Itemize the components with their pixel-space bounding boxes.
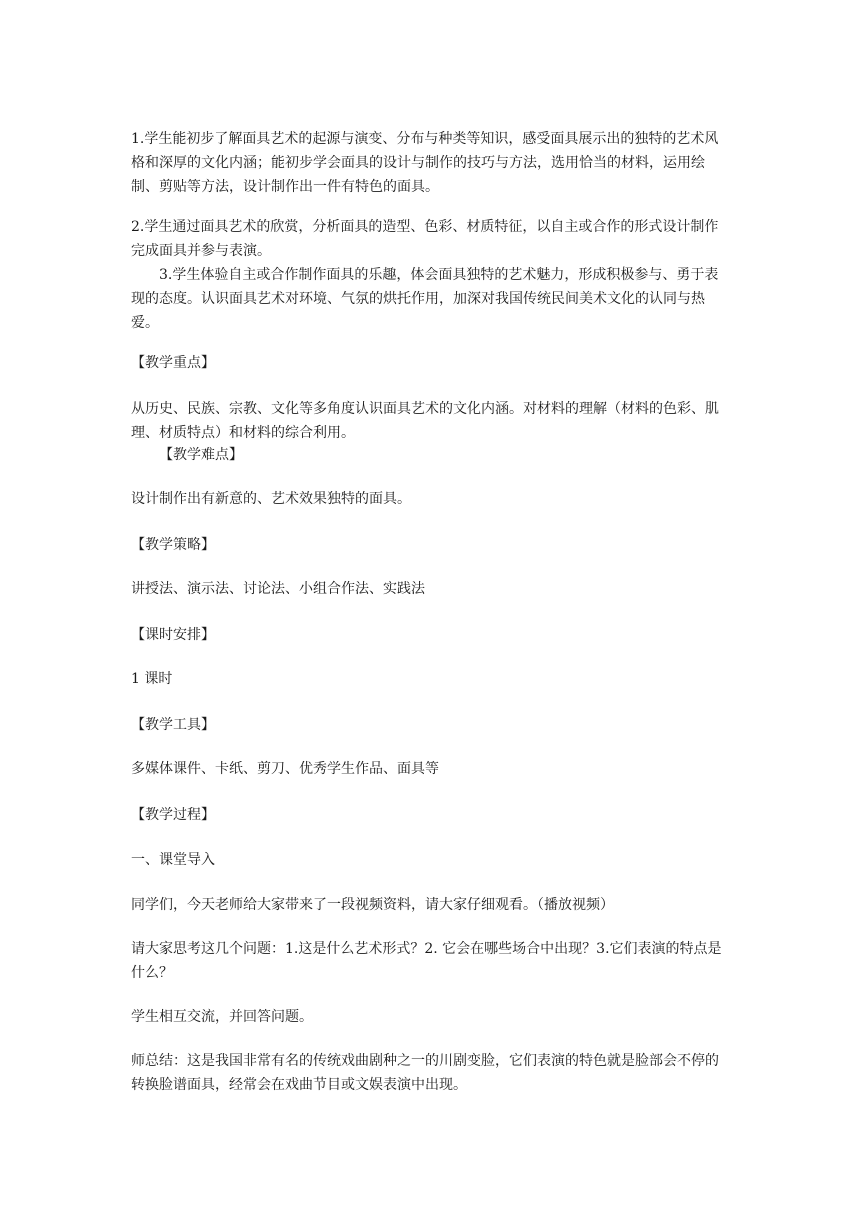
heading-strategy: 【教学策略】 xyxy=(131,537,215,553)
para-video: 同学们，今天老师给大家带来了一段视频资料，请大家仔细观看。（播放视频） xyxy=(131,897,614,913)
key-points-text: 从历史、民族、宗教、文化等多角度认识面具艺术的文化内涵。对材料的理解（材料的色彩、肌理、材质特点）和材料的综合利用。 xyxy=(131,401,719,441)
difficulties-text: 设计制作出有新意的、艺术效果独特的面具。 xyxy=(131,491,411,507)
strategy-text: 讲授法、演示法、讨论法、小组合作法、实践法 xyxy=(131,581,425,597)
heading-difficulties: 【教学难点】 xyxy=(159,447,243,463)
schedule-text: 1 课时 xyxy=(131,671,173,687)
heading-tools: 【教学工具】 xyxy=(131,717,215,733)
para-discuss: 学生相互交流，并回答问题。 xyxy=(131,1009,313,1025)
heading-schedule: 【课时安排】 xyxy=(131,627,215,643)
section-1-title: 一、课堂导入 xyxy=(131,852,215,868)
para-questions: 请大家思考这几个问题：1.这是什么艺术形式？2. 它会在哪些场合中出现？3.它们表演的特点是什么？ xyxy=(131,941,722,981)
objective-2: 2.学生通过面具艺术的欣赏，分析面具的造型、色彩、材质特征，以自主或合作的形式设计制作完成面具并参与表演。 xyxy=(131,219,719,259)
objective-1: 1.学生能初步了解面具艺术的起源与演变、分布与种类等知识，感受面具展示出的独特的艺术风格和深厚的文化内涵；能初步学会面具的设计与制作的技巧与方法，选用恰当的材料，运用绘制、剪贴等方法，设计制作出一件有特色的面具。 xyxy=(131,131,719,195)
heading-process: 【教学过程】 xyxy=(131,807,215,823)
tools-text: 多媒体课件、卡纸、剪刀、优秀学生作品、面具等 xyxy=(131,761,439,777)
objective-3: 3.学生体验自主或合作制作面具的乐趣，体会面具独特的艺术魅力，形成积极参与、勇于表现的态度。认识面具艺术对环境、气氛的烘托作用，加深对我国传统民间美术文化的认同与热爱。 xyxy=(131,267,719,331)
para-summary: 师总结：这是我国非常有名的传统戏曲剧种之一的川剧变脸，它们表演的特色就是脸部会不停的转换脸谱面具，经常会在戏曲节目或文娱表演中出现。 xyxy=(131,1053,719,1093)
heading-key-points: 【教学重点】 xyxy=(131,355,215,371)
